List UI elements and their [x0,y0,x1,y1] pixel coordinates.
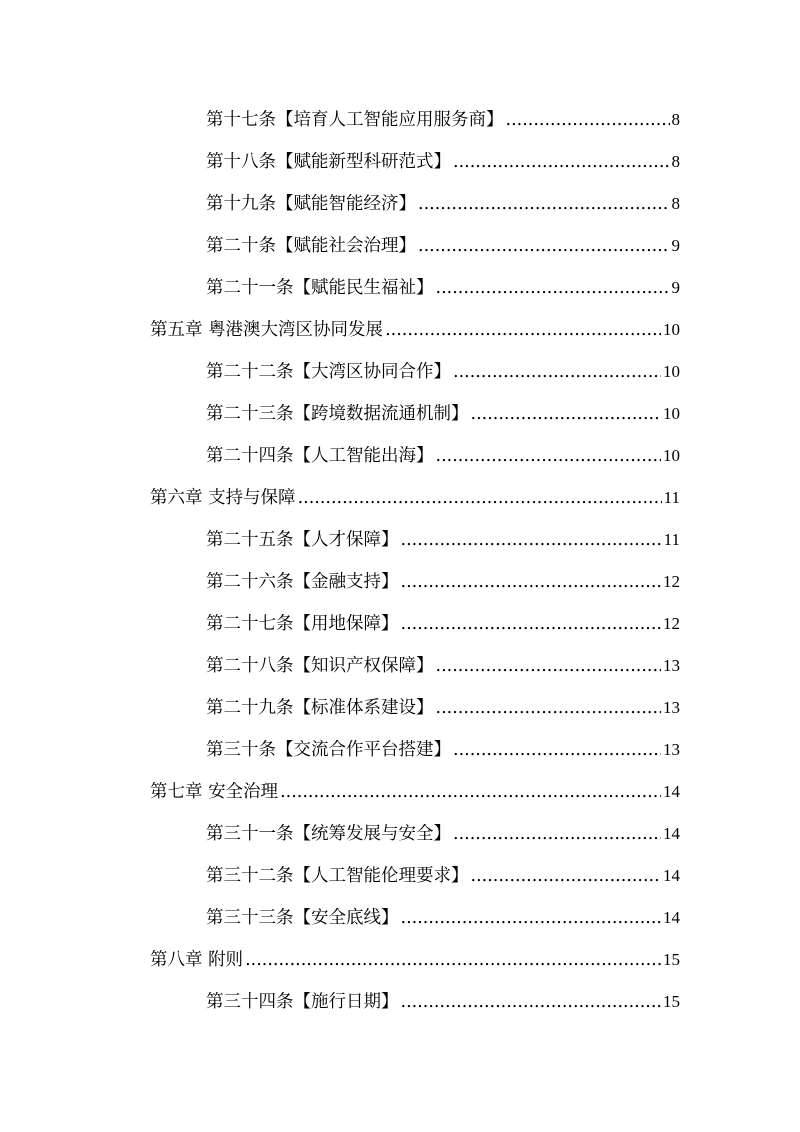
toc-entry-title: 第二十八条【知识产权保障】 [206,656,434,676]
toc-entry-title: 第二十五条【人才保障】 [206,530,399,550]
toc-entry-page-number: 13 [663,740,680,759]
dot-leader [401,519,662,561]
dot-leader [436,687,662,729]
toc-article-entry[interactable] [0,141,800,183]
toc-entry-page-number: 9 [671,278,680,297]
dot-leader [453,141,670,183]
toc-entry-title: 第五章 粤港澳大湾区协同发展 [150,320,384,340]
toc-article-entry[interactable] [0,855,800,897]
dot-leader [453,729,661,771]
toc-article-entry[interactable] [0,897,800,939]
dot-leader [401,981,662,1023]
dot-leader [280,771,661,813]
toc-entry-title: 第二十四条【人工智能出海】 [206,446,434,466]
dot-leader [453,813,661,855]
toc-entry-page-number: 10 [663,404,680,423]
toc-entry-page-number: 10 [663,446,680,465]
toc-entry-title: 第二十二条【大湾区协同合作】 [206,362,451,382]
dot-leader [471,855,662,897]
toc-article-entry[interactable] [0,813,800,855]
toc-entry-page-number: 14 [663,782,680,801]
dot-leader [401,561,662,603]
toc-entry-title: 第二十七条【用地保障】 [206,614,399,634]
toc-chapter-entry[interactable] [0,477,800,519]
toc-entry-page-number: 13 [663,698,680,717]
toc-entry-title: 第七章 安全治理 [150,782,279,802]
toc-chapter-entry[interactable] [0,771,800,813]
dot-leader [418,183,670,225]
toc-entry-page-number: 11 [663,530,680,549]
toc-entry-page-number: 14 [663,824,680,843]
toc-entry-page-number: 9 [671,236,680,255]
toc-article-entry[interactable] [0,351,800,393]
toc-entry-page-number: 13 [663,656,680,675]
toc-entry-title: 第三十条【交流合作平台搭建】 [206,740,451,760]
toc-entry-page-number: 12 [663,572,680,591]
dot-leader [453,351,661,393]
toc-article-entry[interactable] [0,267,800,309]
toc-entry-title: 第十九条【赋能智能经济】 [206,194,416,214]
toc-entry-page-number: 8 [671,194,680,213]
toc-entry-title: 第二十三条【跨境数据流通机制】 [206,404,469,424]
toc-chapter-entry[interactable] [0,939,800,981]
toc-entry-title: 第十八条【赋能新型科研范式】 [206,152,451,172]
toc-entry-page-number: 15 [663,950,680,969]
toc-entry-title: 第三十四条【施行日期】 [206,992,399,1012]
toc-article-entry[interactable] [0,729,800,771]
toc-article-entry[interactable] [0,519,800,561]
toc-entry-title: 第二十一条【赋能民生福祉】 [206,278,434,298]
dot-leader [418,225,670,267]
dot-leader [436,435,662,477]
toc-entry-title: 第六章 支持与保障 [150,488,296,508]
dot-leader [436,267,670,309]
dot-leader [436,645,662,687]
dot-leader [401,603,662,645]
toc-article-entry[interactable] [0,393,800,435]
dot-leader [506,99,670,141]
toc-article-entry[interactable] [0,183,800,225]
toc-entry-title: 第二十六条【金融支持】 [206,572,399,592]
toc-entry-title: 第二十条【赋能社会治理】 [206,236,416,256]
toc-entry-page-number: 8 [671,110,680,129]
toc-article-entry[interactable] [0,687,800,729]
toc-entry-page-number: 8 [671,152,680,171]
toc-article-entry[interactable] [0,981,800,1023]
table-of-contents [0,99,800,1023]
toc-article-entry[interactable] [0,99,800,141]
dot-leader [298,477,662,519]
toc-entry-page-number: 14 [663,866,680,885]
toc-entry-page-number: 12 [663,614,680,633]
toc-entry-title: 第十七条【培育人工智能应用服务商】 [206,110,504,130]
dot-leader [471,393,662,435]
toc-entry-title: 第八章 附则 [150,950,244,970]
toc-article-entry[interactable] [0,225,800,267]
dot-leader [245,939,661,981]
toc-entry-title: 第三十二条【人工智能伦理要求】 [206,866,469,886]
toc-entry-page-number: 10 [663,362,680,381]
toc-chapter-entry[interactable] [0,309,800,351]
dot-leader [401,897,662,939]
toc-entry-page-number: 15 [663,992,680,1011]
toc-entry-title: 第二十九条【标准体系建设】 [206,698,434,718]
toc-entry-page-number: 10 [663,320,680,339]
toc-entry-page-number: 11 [663,488,680,507]
toc-entry-page-number: 14 [663,908,680,927]
toc-entry-title: 第三十三条【安全底线】 [206,908,399,928]
dot-leader [385,309,661,351]
toc-article-entry[interactable] [0,603,800,645]
toc-article-entry[interactable] [0,645,800,687]
toc-article-entry[interactable] [0,435,800,477]
toc-entry-title: 第三十一条【统筹发展与安全】 [206,824,451,844]
toc-article-entry[interactable] [0,561,800,603]
